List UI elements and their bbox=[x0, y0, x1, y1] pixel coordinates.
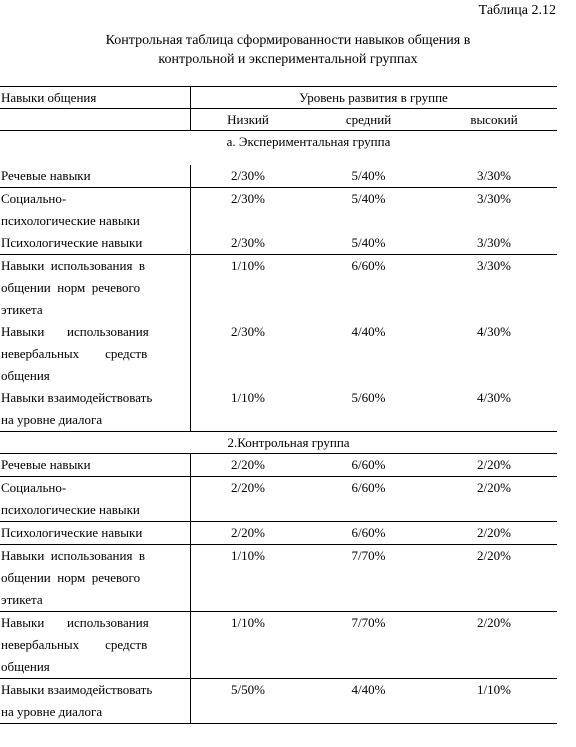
skill-name-line: общения bbox=[1, 368, 50, 383]
mid-value: 5/60% bbox=[351, 390, 386, 405]
table-row bbox=[0, 387, 557, 431]
skill-name bbox=[1, 612, 184, 678]
high-value: 2/20% bbox=[477, 457, 511, 472]
column-divider bbox=[190, 522, 191, 544]
column-divider bbox=[190, 679, 191, 723]
section-title-row bbox=[0, 432, 557, 454]
low-value: 1/10% bbox=[231, 390, 265, 405]
mid-value: 7/70% bbox=[351, 548, 386, 563]
skill-name-line: Психологические навыки bbox=[1, 525, 143, 540]
skill-name-line: общении норм речевого bbox=[1, 570, 141, 585]
row-block bbox=[0, 454, 557, 477]
mid-value: 6/60% bbox=[351, 457, 386, 472]
row-block bbox=[0, 477, 557, 522]
skill-name bbox=[1, 477, 184, 521]
skill-name-line: Навыки использования bbox=[1, 615, 149, 630]
low-value: 1/10% bbox=[231, 258, 265, 273]
row-block bbox=[0, 545, 557, 612]
skill-name-line: Социально- bbox=[1, 191, 67, 206]
skill-name bbox=[1, 232, 184, 254]
high-value: 3/30% bbox=[477, 258, 511, 273]
skill-name-line: Речевые навыки bbox=[1, 168, 91, 183]
section-title-row bbox=[0, 131, 557, 153]
column-divider bbox=[190, 454, 191, 476]
low-value: 2/30% bbox=[231, 324, 265, 339]
low-value: 1/10% bbox=[231, 615, 265, 630]
high-value: 3/30% bbox=[477, 191, 511, 206]
table-row bbox=[0, 188, 557, 232]
low-value: 1/10% bbox=[231, 548, 265, 563]
mid-value: 6/60% bbox=[351, 480, 386, 495]
header-row-2 bbox=[0, 109, 557, 131]
column-divider bbox=[190, 612, 191, 678]
mid-value: 5/40% bbox=[351, 235, 386, 250]
skills-table bbox=[0, 86, 557, 724]
mid-value: 4/40% bbox=[351, 682, 386, 697]
table-row bbox=[0, 232, 557, 254]
experimental-rows bbox=[0, 165, 557, 432]
table-row bbox=[0, 522, 557, 544]
high-value: 4/30% bbox=[477, 324, 511, 339]
column-divider bbox=[190, 477, 191, 521]
header-low: Низкий bbox=[227, 112, 269, 127]
table-number: Таблица 2.12 bbox=[478, 3, 556, 18]
table-row bbox=[0, 679, 557, 723]
table-row bbox=[0, 612, 557, 678]
skill-name-line: Социально- bbox=[1, 480, 67, 495]
skill-name-line: этикета bbox=[1, 592, 43, 607]
skill-name bbox=[1, 387, 184, 431]
table-row bbox=[0, 321, 557, 387]
row-block bbox=[0, 188, 557, 255]
mid-value: 6/60% bbox=[351, 525, 386, 540]
table-row bbox=[0, 545, 557, 611]
skill-name-line: Речевые навыки bbox=[1, 457, 91, 472]
mid-value: 5/40% bbox=[351, 191, 386, 206]
column-divider bbox=[190, 255, 191, 431]
header-skills: Навыки общения bbox=[1, 90, 97, 105]
column-divider bbox=[190, 188, 191, 254]
skill-name-line: невербальных средств bbox=[1, 637, 148, 652]
skill-name-line: общения bbox=[1, 659, 50, 674]
skill-name bbox=[1, 165, 184, 187]
row-block bbox=[0, 522, 557, 545]
skill-name bbox=[1, 454, 184, 476]
skill-name bbox=[1, 188, 184, 232]
skill-name-line: общении норм речевого bbox=[1, 280, 141, 295]
skill-name-line: психологические навыки bbox=[1, 502, 140, 517]
low-value: 2/20% bbox=[231, 457, 265, 472]
skill-name-line: этикета bbox=[1, 302, 43, 317]
low-value: 2/20% bbox=[231, 525, 265, 540]
table-row bbox=[0, 165, 557, 187]
title-line-2: контрольной и экспериментальной группах bbox=[158, 52, 418, 67]
low-value: 5/50% bbox=[231, 682, 265, 697]
header-row-1 bbox=[0, 87, 557, 109]
title-line-1: Контрольная таблица сформированности навыков общения в bbox=[105, 33, 471, 48]
skill-name-line: на уровне диалога bbox=[1, 412, 103, 427]
low-value: 2/30% bbox=[231, 191, 265, 206]
skill-name-line: Навыки использования в bbox=[1, 548, 146, 563]
skill-name-line: Навыки взаимодействовать bbox=[1, 390, 153, 405]
high-value: 3/30% bbox=[477, 168, 511, 183]
header-high: высокий bbox=[470, 112, 518, 127]
low-value: 2/20% bbox=[231, 480, 265, 495]
table-row bbox=[0, 477, 557, 521]
mid-value: 4/40% bbox=[351, 324, 386, 339]
skill-name-line: на уровне диалога bbox=[1, 704, 103, 719]
experimental-group-title: а. Экспериментальная группа bbox=[226, 134, 391, 149]
table-row bbox=[0, 454, 557, 476]
skill-name-line: Навыки взаимодействовать bbox=[1, 682, 153, 697]
skill-name-line: Психологические навыки bbox=[1, 235, 143, 250]
table-title bbox=[0, 31, 576, 69]
skill-name-line: Навыки использования в bbox=[1, 258, 146, 273]
high-value: 2/20% bbox=[477, 615, 511, 630]
table-row bbox=[0, 255, 557, 321]
skill-name bbox=[1, 522, 184, 544]
row-block bbox=[0, 255, 557, 432]
header-level-group: Уровень развития в группе bbox=[299, 90, 448, 105]
low-value: 2/30% bbox=[231, 168, 265, 183]
row-block bbox=[0, 165, 557, 188]
mid-value: 6/60% bbox=[351, 258, 386, 273]
low-value: 2/30% bbox=[231, 235, 265, 250]
high-value: 4/30% bbox=[477, 390, 511, 405]
skill-name-line: Навыки использования bbox=[1, 324, 149, 339]
high-value: 2/20% bbox=[477, 525, 511, 540]
high-value: 3/30% bbox=[477, 235, 511, 250]
row-block bbox=[0, 612, 557, 679]
skill-name bbox=[1, 545, 184, 611]
row-block bbox=[0, 679, 557, 724]
control-group-title: 2.Контрольная группа bbox=[227, 435, 350, 450]
high-value: 2/20% bbox=[477, 548, 511, 563]
column-divider bbox=[190, 545, 191, 611]
high-value: 1/10% bbox=[477, 682, 511, 697]
mid-value: 7/70% bbox=[351, 615, 386, 630]
skill-name bbox=[1, 321, 184, 387]
skill-name bbox=[1, 255, 184, 321]
high-value: 2/20% bbox=[477, 480, 511, 495]
header-mid: средний bbox=[345, 112, 392, 127]
control-rows bbox=[0, 454, 557, 724]
skill-name bbox=[1, 679, 184, 723]
mid-value: 5/40% bbox=[351, 168, 386, 183]
column-divider bbox=[190, 165, 191, 187]
skill-name-line: невербальных средств bbox=[1, 346, 148, 361]
skill-name-line: психологические навыки bbox=[1, 213, 140, 228]
